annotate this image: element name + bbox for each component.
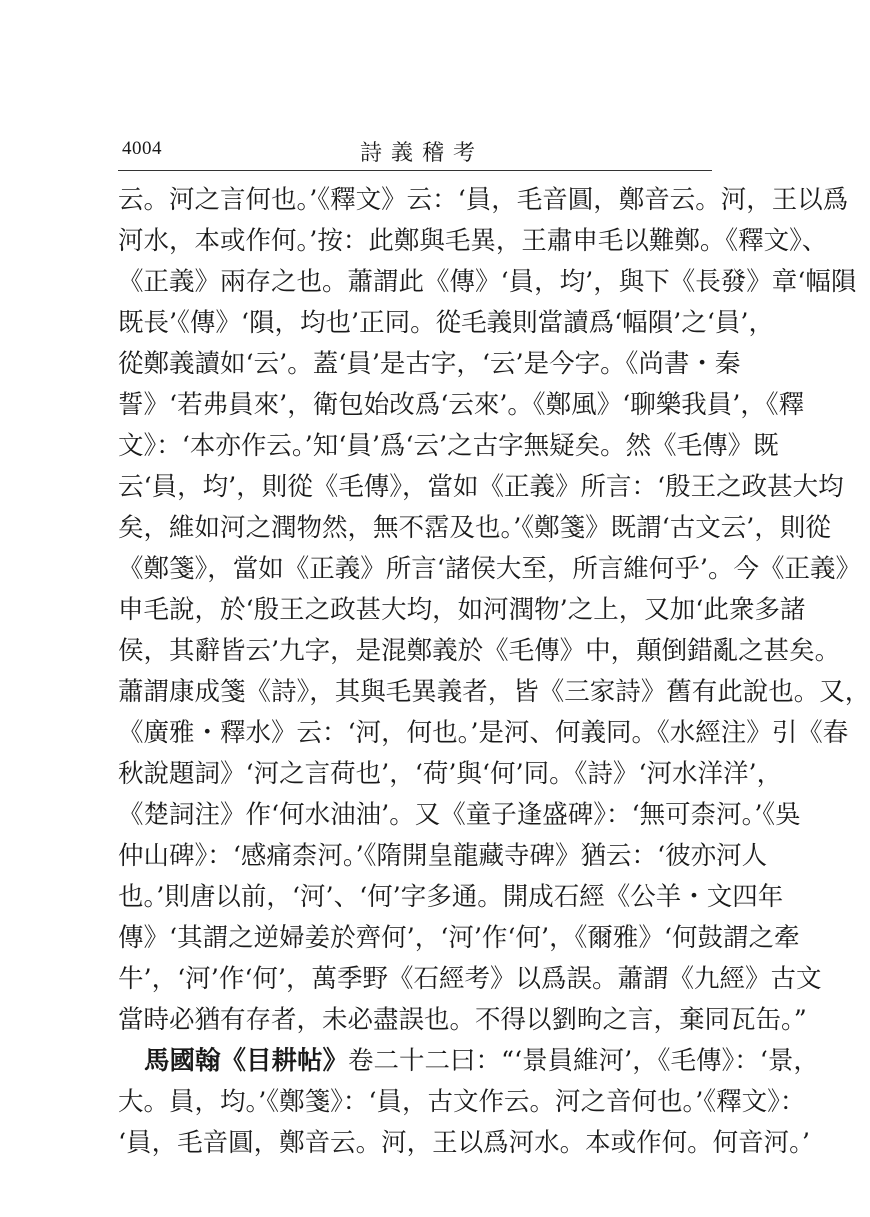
text-line: 誓》‘若弗員來’，衛包始改爲‘云來’。《鄭風》‘聊樂我員’，《釋 — [118, 390, 805, 420]
author-lead: 馬國翰《目耕帖》 — [144, 1046, 349, 1076]
text-line: 牛’，‘河’作‘何’，萬季野《石經考》以爲誤。蕭謂《九經》古文 — [118, 964, 822, 994]
header-rule — [118, 170, 712, 171]
page-number: 4004 — [122, 138, 162, 159]
text-line — [118, 1041, 819, 1082]
text-line: 《廣雅・釋水》云：‘河，何也。’是河、何義同。《水經注》引《春 — [118, 718, 849, 748]
paragraph-2 — [118, 1041, 819, 1164]
text-run: 卷二十二曰：“‘景員維河’，《毛傳》：‘景， — [348, 1046, 819, 1076]
text-line: 申毛說，於‘殷王之政甚大均，如河潤物’之上，又加‘此衆多諸 — [118, 595, 806, 625]
text-line: 云。河之言何也。’《釋文》云：‘員，毛音圓，鄭音云。河，王以爲 — [118, 185, 849, 215]
text-line: 文》：‘本亦作云。’知‘員’爲‘云’之古字無疑矣。然《毛傳》既 — [118, 431, 779, 461]
text-line: 秋說題詞》‘河之言荷也’，‘荷’與‘何’同。《詩》‘河水洋洋’， — [118, 759, 783, 789]
text-line: 蕭謂康成箋《詩》，其與毛異義者，皆《三家詩》舊有此說也。又， — [118, 677, 870, 707]
text-line: ‘員，毛音圓，鄭音云。河，王以爲河水。本或作何。何音河。’ — [118, 1128, 810, 1158]
paragraph-1 — [118, 180, 870, 1041]
text-line: 《楚詞注》作‘何水油油’。又《童子逢盛碑》：‘無可柰河。’《吳 — [118, 800, 801, 830]
text-line: 矣，維如河之潤物然，無不霑及也。’《鄭箋》既謂‘古文云’，則從 — [118, 513, 831, 543]
running-head-title: 詩義稽考 — [360, 141, 485, 166]
text-line: 從鄭義讀如‘云’。蓋‘員’是古字，‘云’是今字。《尚書・秦 — [118, 349, 741, 379]
text-line: 河水，本或作何。’按：此鄭與毛異，王肅申毛以難鄭。《釋文》、 — [118, 226, 828, 256]
text-line: 仲山碑》：‘感痛柰河。’《隋開皇龍藏寺碑》猶云：‘彼亦河人 — [118, 841, 768, 871]
text-line: 云‘員，均’，則從《毛傳》，當如《正義》所言：‘殷王之政甚大均 — [118, 472, 844, 502]
text-line: 《鄭箋》，當如《正義》所言‘諸侯大至，所言維何乎’。今《正義》 — [118, 554, 861, 584]
text-line: 大。員，均。’《鄭箋》：‘員，古文作云。河之音何也。’《釋文》： — [118, 1087, 806, 1117]
text-line: 傳》‘其謂之逆婦姜於齊何’，‘河’作‘何’，《爾雅》‘何鼓謂之牽 — [118, 923, 800, 953]
text-line: 當時必猶有存者，未必盡誤也。不得以劉昫之言，棄同瓦缶。” — [118, 1005, 807, 1035]
text-line: 既長’《傳》‘隕，均也’正同。從毛義則當讀爲‘幅隕’之‘員’， — [118, 308, 774, 338]
text-line: 侯，其辭皆云’九字，是混鄭義於《毛傳》中，顛倒錯亂之甚矣。 — [118, 636, 841, 666]
body-text — [118, 180, 870, 1164]
text-line: 也。’則唐以前，‘河’、‘何’字多通。開成石經《公羊・文四年 — [118, 882, 784, 912]
text-line: 《正義》兩存之也。蕭謂此《傳》‘員，均’，與下《長發》章‘幅隕 — [118, 267, 857, 297]
